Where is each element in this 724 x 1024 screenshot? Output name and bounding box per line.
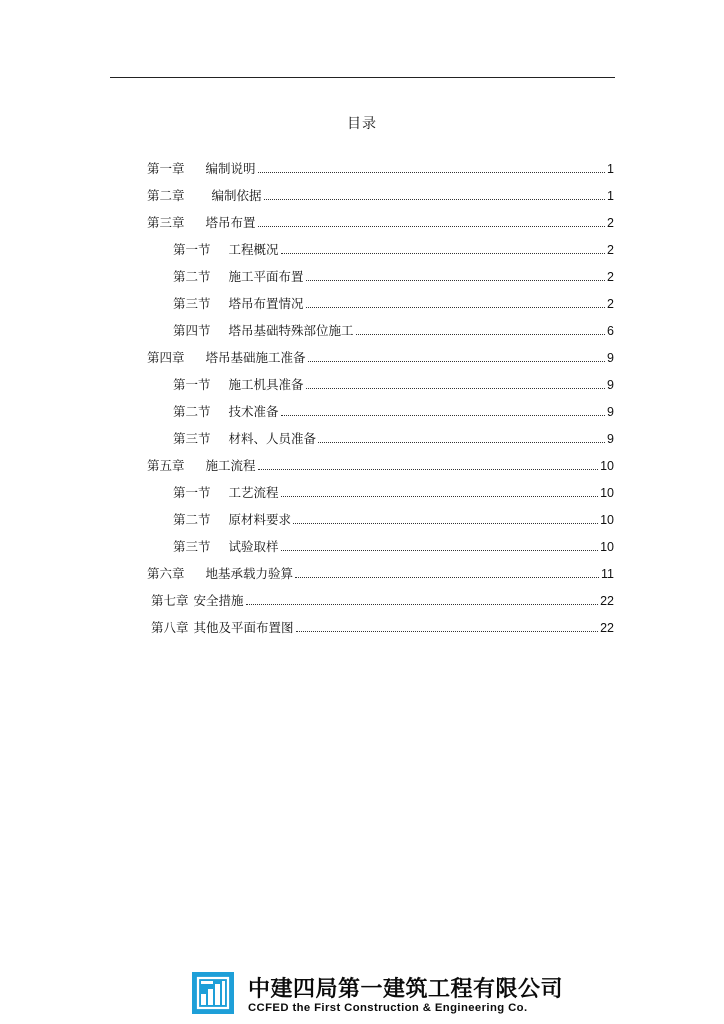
dot-leader (306, 280, 606, 281)
toc-entry-title: 试验取样 (228, 539, 279, 554)
toc-entry-title: 施工机具准备 (228, 377, 304, 392)
dot-leader (264, 199, 606, 200)
toc-entry-title: 地基承载力验算 (205, 566, 294, 581)
toc-entry-label (147, 457, 256, 475)
toc-entry-number: 第三节 (173, 431, 211, 446)
toc-entry-label (173, 403, 279, 421)
toc-entry-title: 编制依据 (211, 188, 262, 203)
toc-entry[interactable] (147, 349, 614, 367)
toc-entry-number: 第一节 (173, 377, 211, 392)
toc-entry-number: 第三节 (173, 296, 211, 311)
toc-entry[interactable] (151, 592, 614, 610)
toc-entry[interactable] (173, 295, 614, 313)
toc-entry-number: 第二节 (173, 269, 211, 284)
toc-entry-page: 2 (607, 270, 614, 284)
dot-leader (281, 496, 599, 497)
toc-entry[interactable] (173, 241, 614, 259)
toc-entry-number: 第二节 (173, 404, 211, 419)
toc-entry[interactable] (147, 160, 614, 178)
toc-entry[interactable] (147, 187, 614, 205)
toc-entry-number: 第七章 (151, 593, 189, 608)
toc-entry[interactable] (173, 538, 614, 556)
toc-entry-number: 第三章 (147, 215, 185, 230)
dot-leader (258, 226, 606, 227)
toc-entry-title: 材料、人员准备 (228, 431, 317, 446)
toc-entry-page: 10 (600, 486, 614, 500)
toc-entry-number: 第一节 (173, 242, 211, 257)
toc-entry[interactable] (173, 322, 614, 340)
toc-entry-label (147, 565, 293, 583)
dot-leader (296, 631, 599, 632)
toc-entry[interactable] (173, 268, 614, 286)
toc-entry[interactable] (147, 565, 614, 583)
toc-entry-title: 技术准备 (228, 404, 279, 419)
toc-entry-title: 原材料要求 (228, 512, 292, 527)
toc-title: 目录 (347, 116, 377, 132)
toc-entry-label (147, 187, 262, 205)
toc-entry-label (151, 619, 294, 637)
toc-entry-number: 第三节 (173, 539, 211, 554)
toc-entry[interactable] (173, 511, 614, 529)
toc-entry-page: 10 (600, 513, 614, 527)
toc-entry-number: 第六章 (147, 566, 185, 581)
company-name-chinese: 中建四局第一建筑工程有限公司 (248, 977, 564, 1002)
toc-entry-page: 9 (607, 405, 614, 419)
toc-entry-label (173, 538, 279, 556)
toc-entry-label (173, 376, 304, 394)
toc-entry-title: 塔吊布置情况 (228, 296, 304, 311)
toc-entry[interactable] (173, 376, 614, 394)
toc-entry-number: 第二章 (147, 188, 185, 203)
toc-entry-label (147, 349, 306, 367)
toc-entry[interactable] (173, 430, 614, 448)
toc-entry-label (151, 592, 244, 610)
toc-entry-title: 施工平面布置 (228, 269, 304, 284)
toc-entry-number: 第四节 (173, 323, 211, 338)
toc-entry-label (173, 268, 304, 286)
toc-entry-title: 塔吊基础特殊部位施工 (228, 323, 354, 338)
dot-leader (246, 604, 599, 605)
toc-entry-page: 10 (600, 459, 614, 473)
dot-leader (258, 172, 606, 173)
toc-entry[interactable] (151, 619, 614, 637)
toc-entry-label (147, 214, 256, 232)
dot-leader (281, 253, 606, 254)
toc-entry-label (147, 160, 256, 178)
toc-entry-title: 安全措施 (193, 593, 244, 608)
toc-entry-label (173, 511, 291, 529)
toc-entry-page: 22 (600, 621, 614, 635)
toc-entry-title: 其他及平面布置图 (193, 620, 294, 635)
toc-entry-page: 2 (607, 216, 614, 230)
toc-entry-page: 22 (600, 594, 614, 608)
company-logo-icon (192, 972, 234, 1014)
toc-entry-label (173, 484, 279, 502)
toc-entry-title: 塔吊布置 (205, 215, 256, 230)
toc-entry-page: 1 (607, 189, 614, 203)
toc-entry-page: 9 (607, 351, 614, 365)
toc-entry-number: 第一章 (147, 161, 185, 176)
toc-entry-page: 2 (607, 297, 614, 311)
toc-entry-title: 工程概况 (228, 242, 279, 257)
dot-leader (356, 334, 606, 335)
toc-entry-page: 10 (600, 540, 614, 554)
toc-entry[interactable] (147, 457, 614, 475)
toc-entry-page: 9 (607, 378, 614, 392)
toc-entry-label (173, 322, 354, 340)
toc-entry-page: 2 (607, 243, 614, 257)
toc-entry[interactable] (173, 484, 614, 502)
dot-leader (306, 388, 606, 389)
toc-entry-label (173, 430, 316, 448)
dot-leader (293, 523, 598, 524)
toc-entry-title: 工艺流程 (228, 485, 279, 500)
company-name-english: CCFED the First Construction & Engineering Co. (248, 1002, 528, 1014)
dot-leader (281, 550, 599, 551)
toc-entry-title: 塔吊基础施工准备 (205, 350, 306, 365)
toc-entry-number: 第八章 (151, 620, 189, 635)
toc-entry-page: 1 (607, 162, 614, 176)
toc-entry-title: 编制说明 (205, 161, 256, 176)
toc-entry-number: 第一节 (173, 485, 211, 500)
dot-leader (306, 307, 606, 308)
toc-entry-number: 第五章 (147, 458, 185, 473)
dot-leader (318, 442, 605, 443)
toc-entry-page: 9 (607, 432, 614, 446)
toc-entry[interactable] (173, 403, 614, 421)
toc-entry-label (173, 295, 304, 313)
toc-entry[interactable] (147, 214, 614, 232)
dot-leader (295, 577, 599, 578)
dot-leader (281, 415, 606, 416)
toc-entry-number: 第二节 (173, 512, 211, 527)
toc-entry-page: 11 (601, 567, 614, 581)
dot-leader (258, 469, 599, 470)
toc-entry-number: 第四章 (147, 350, 185, 365)
toc-entry-page: 6 (607, 324, 614, 338)
header-rule (110, 77, 615, 78)
toc-entry-title: 施工流程 (205, 458, 256, 473)
dot-leader (308, 361, 606, 362)
toc-entry-label (173, 241, 279, 259)
